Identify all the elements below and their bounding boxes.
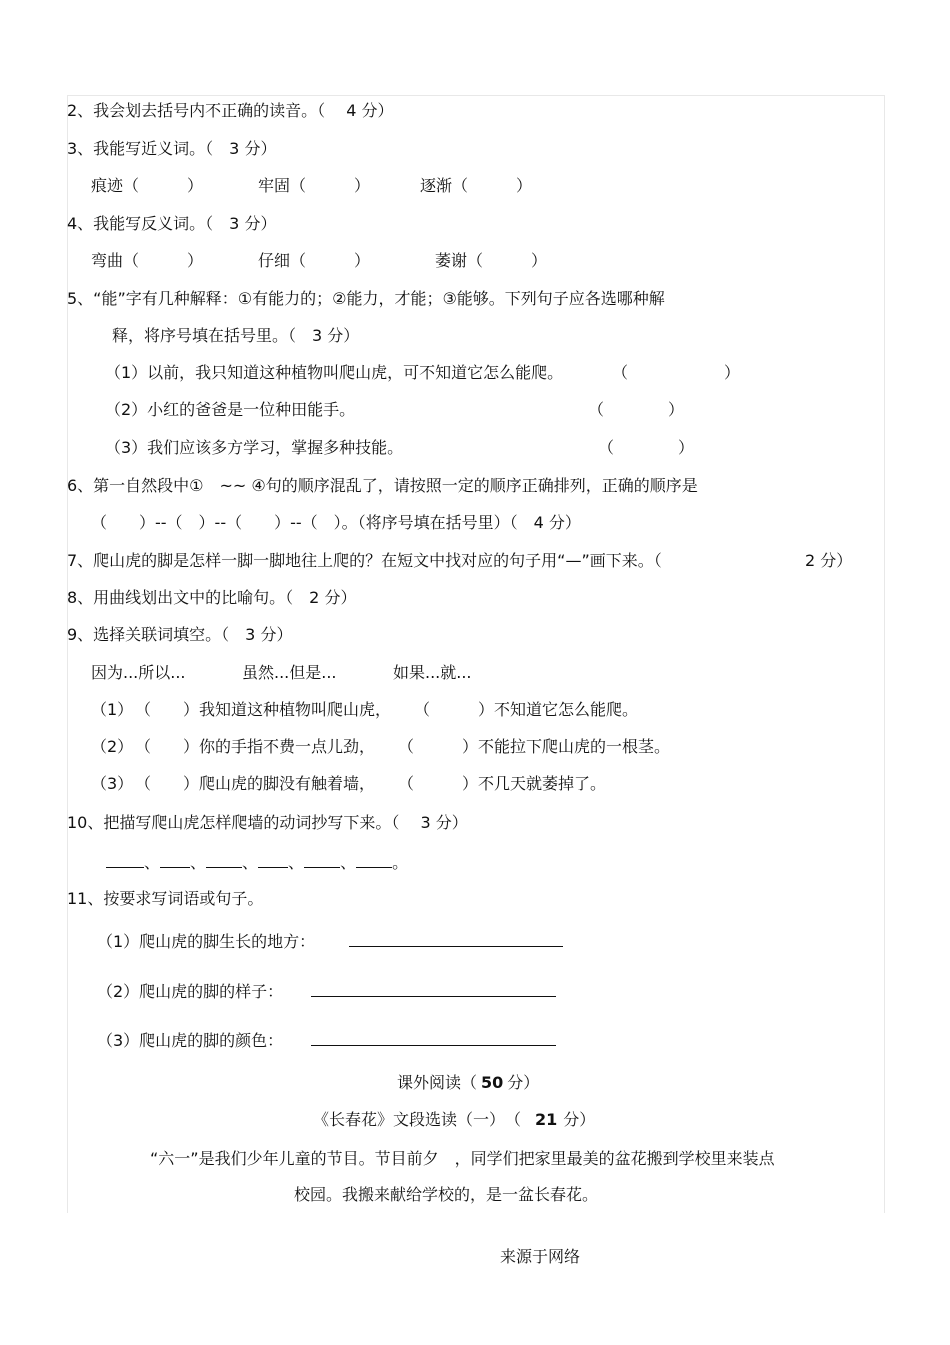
question-11-item: （3）爬山虎的脚的颜色：	[97, 1031, 284, 1050]
question-9-item-part-a: （ ）爬山虎的脚没有触着墙，	[135, 774, 376, 793]
section-heading	[397, 1073, 539, 1093]
conjunction-option: 如果...就...	[393, 663, 472, 682]
separator: 、	[340, 853, 357, 872]
question-6-title: 6、第一自然段中① ~~ ④句的顺序混乱了，请按照一定的顺序正确排列，正确的顺序是	[67, 476, 698, 495]
question-2: 2、我会划去括号内不正确的读音。（ 4 分）	[67, 101, 394, 120]
question-5-title-cont: 释，将序号填在括号里。（ 3 分）	[112, 326, 360, 345]
footer-source: 来源于网络	[500, 1247, 581, 1266]
question-9-item-part-b: （ ）不能拉下爬山虎的一根茎。	[398, 737, 671, 756]
separator: 、	[144, 853, 161, 872]
verb-blank	[258, 853, 288, 868]
subsection-heading-unit: 分）	[563, 1110, 596, 1129]
section-heading-label: 课外阅读（	[397, 1073, 478, 1092]
question-4-title: 4、我能写反义词。（ 3 分）	[67, 214, 277, 233]
question-9-item-part-b: （ ）不知道它怎么能爬。	[414, 700, 639, 719]
answer-blank: （ ）	[598, 438, 695, 457]
answer-line	[349, 946, 563, 947]
answer-line	[311, 996, 556, 997]
verb-blank	[160, 853, 190, 868]
question-11-title: 11、按要求写词语或句子。	[67, 889, 264, 908]
synonym-item: 痕迹（ ）	[91, 176, 204, 195]
question-7: 7、爬山虎的脚是怎样一脚一脚地往上爬的？在短文中找对应的句子用“—”画下来。（	[67, 551, 662, 570]
verb-blank	[304, 853, 340, 868]
conjunction-option: 因为...所以...	[91, 663, 186, 682]
passage-line: 校园。我搬来献给学校的，是一盆长春花。	[294, 1185, 599, 1204]
verb-blanks	[106, 853, 408, 873]
subsection-heading-score: 21	[535, 1110, 558, 1129]
antonym-item: 仔细（ ）	[258, 251, 371, 270]
question-5-title: 5、“能”字有几种解释：①有能力的；②能力，才能；③能够。下列句子应各选哪种解	[67, 289, 665, 308]
passage-line: “六一”是我们少年儿童的节目。节目前夕 ，同学们把家里最美的盆花搬到学校里来装点	[150, 1149, 775, 1168]
answer-blank: （ ）	[588, 400, 685, 419]
question-10-title: 10、把描写爬山虎怎样爬墙的动词抄写下来。（ 3 分）	[67, 813, 468, 832]
question-5-item: （3）我们应该多方学习，掌握多种技能。	[105, 438, 404, 457]
separator: 、	[242, 853, 259, 872]
conjunction-option: 虽然...但是...	[242, 663, 337, 682]
question-9-item-number: （3）	[91, 774, 134, 793]
question-6-order: （ ）--（ ）--（ ）--（ ）。（将序号填在括号里）（ 4 分）	[91, 513, 581, 532]
synonym-item: 牢固（ ）	[258, 176, 371, 195]
question-8: 8、用曲线划出文中的比喻句。（ 2 分）	[67, 588, 357, 607]
separator: 、	[288, 853, 305, 872]
question-9-item-part-a: （ ）你的手指不费一点儿劲，	[135, 737, 376, 756]
separator: 、	[190, 853, 207, 872]
answer-line	[311, 1045, 556, 1046]
question-9-item-number: （2）	[91, 737, 134, 756]
question-11-item: （2）爬山虎的脚的样子：	[97, 982, 284, 1001]
question-5-item: （2）小红的爸爸是一位种田能手。	[105, 400, 356, 419]
question-11-item: （1）爬山虎的脚生长的地方：	[97, 932, 316, 951]
subsection-heading	[313, 1110, 595, 1130]
section-heading-score: 50	[481, 1073, 504, 1092]
synonym-item: 逐渐（ ）	[420, 176, 533, 195]
period: 。	[392, 853, 409, 872]
section-heading-unit: 分）	[507, 1073, 540, 1092]
antonym-item: 弯曲（ ）	[91, 251, 204, 270]
question-9-item-part-a: （ ）我知道这种植物叫爬山虎，	[135, 700, 392, 719]
question-5-item: （1）以前，我只知道这种植物叫爬山虎，可不知道它怎么能爬。	[105, 363, 564, 382]
subsection-heading-label: 《长春花》文段选读（一） （	[313, 1110, 522, 1129]
question-9-title: 9、选择关联词填空。（ 3 分）	[67, 625, 293, 644]
question-3-title: 3、我能写近义词。（ 3 分）	[67, 139, 277, 158]
antonym-item: 萎谢（ ）	[435, 251, 548, 270]
question-7-score: 2 分）	[805, 551, 853, 570]
verb-blank	[356, 853, 392, 868]
answer-blank: （ ）	[612, 363, 741, 382]
question-9-item-part-b: （ ）不几天就萎掉了。	[398, 774, 607, 793]
verb-blank	[206, 853, 242, 868]
question-9-item-number: （1）	[91, 700, 134, 719]
verb-blank	[106, 853, 144, 868]
